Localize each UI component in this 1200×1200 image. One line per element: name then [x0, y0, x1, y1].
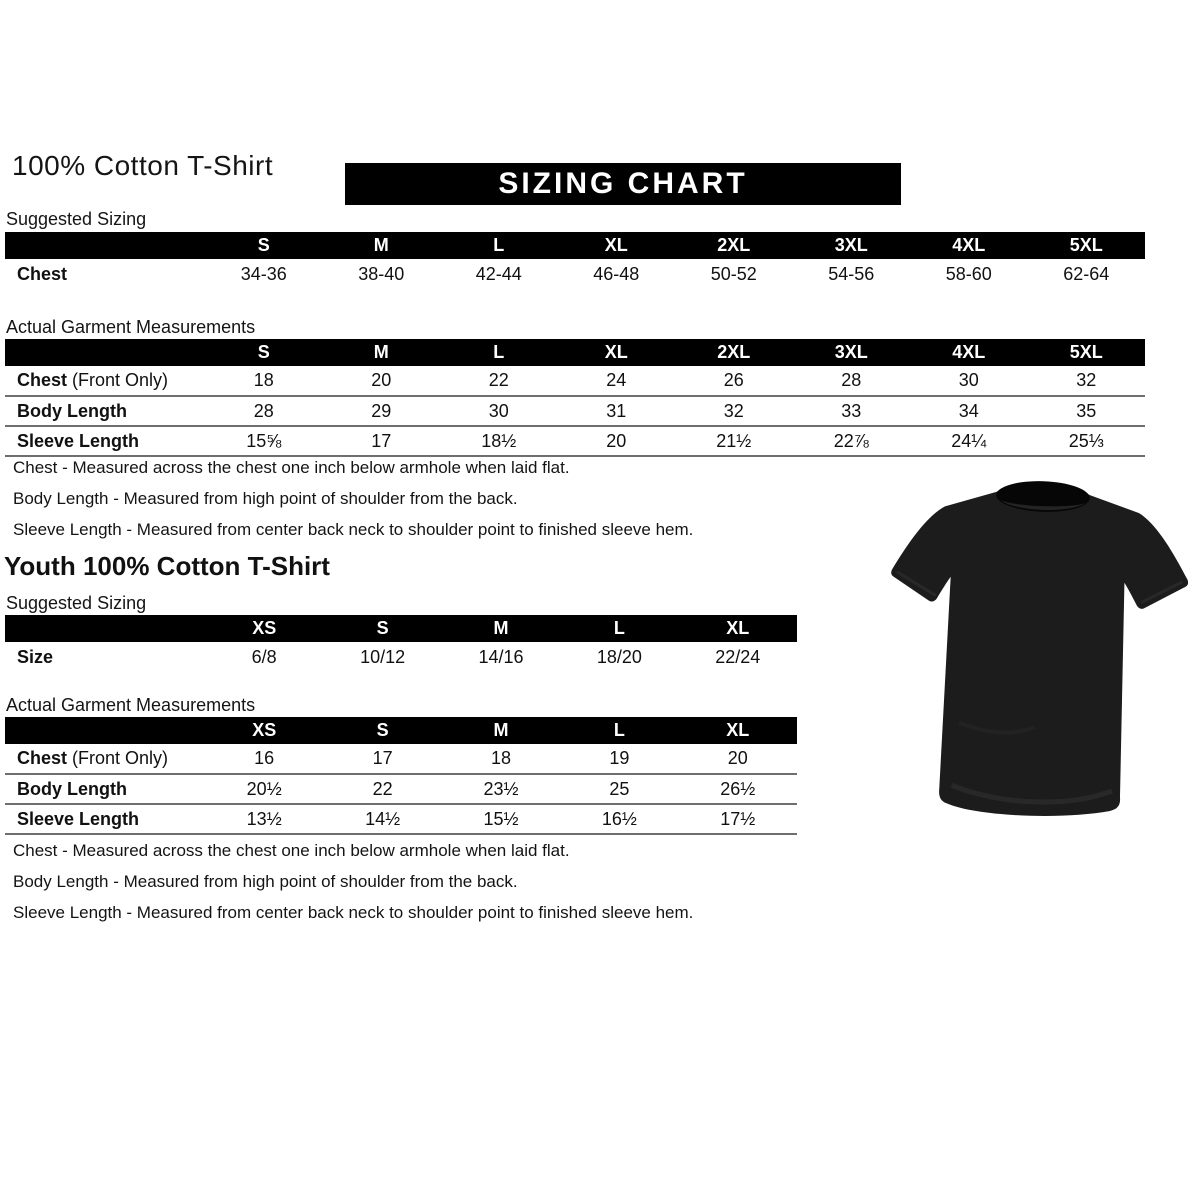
- table-cell: 33: [841, 400, 862, 421]
- table-row: [5, 259, 1145, 289]
- column-header: 3XL: [793, 232, 911, 259]
- note-line: Sleeve Length - Measured from center back neck to shoulder point to finished sleeve hem.: [13, 520, 694, 539]
- table-cell: 62-64: [1063, 263, 1110, 284]
- table-cell: 18: [253, 370, 274, 390]
- column-header: L: [560, 717, 678, 744]
- note-line: Sleeve Length - Measured from center back neck to shoulder point to finished sleeve hem.: [13, 903, 694, 922]
- sizing-chart-banner: [345, 163, 901, 205]
- adult-actual-measurements-label: Actual Garment Measurements: [6, 317, 256, 337]
- column-header: XL: [558, 232, 676, 259]
- table-cell: 38-40: [358, 263, 405, 284]
- table-cell: 10/12: [360, 646, 406, 667]
- adult-actual-measurements-table: [5, 339, 1145, 457]
- sizing-chart-banner-text: SIZING CHART: [498, 167, 748, 200]
- adult-suggested-sizing-table: [5, 232, 1145, 289]
- row-label-header: [5, 615, 205, 642]
- column-header: 2XL: [675, 232, 793, 259]
- column-header: 3XL: [793, 339, 911, 366]
- column-header: XL: [679, 615, 797, 642]
- table-cell: 26½: [720, 778, 756, 799]
- column-header: XS: [205, 717, 323, 744]
- youth-measurement-notes: [13, 841, 693, 934]
- column-header: S: [205, 232, 323, 259]
- table-cell: 22⅞: [833, 430, 869, 451]
- column-header: L: [560, 615, 678, 642]
- note-line: Chest - Measured across the chest one inch below armhole when laid flat.: [13, 458, 570, 477]
- table-row: [5, 774, 797, 804]
- table-cell: 16: [254, 748, 275, 768]
- table-cell: 25: [609, 778, 630, 799]
- table-cell: 31: [606, 400, 627, 421]
- table-cell: 14½: [365, 808, 401, 829]
- table-cell: 20½: [246, 778, 282, 799]
- table-cell: 18½: [481, 430, 517, 451]
- header-row: [5, 717, 797, 744]
- table-cell: 14/16: [478, 646, 524, 667]
- header-row: [5, 232, 1145, 259]
- table-row: [5, 396, 1145, 426]
- table-cell: 17: [372, 748, 393, 768]
- table-cell: 21½: [716, 430, 752, 451]
- note-line: Body Length - Measured from high point of shoulder from the back.: [13, 872, 518, 891]
- youth-title: Youth 100% Cotton T-Shirt: [4, 551, 330, 581]
- table-cell: 20: [727, 748, 748, 768]
- row-label-header: [5, 717, 205, 744]
- table-row: [5, 366, 1145, 396]
- column-header: XL: [679, 717, 797, 744]
- table-row: [5, 744, 797, 774]
- table-row: [5, 642, 797, 672]
- table-cell: 19: [609, 748, 630, 768]
- header-row: [5, 615, 797, 642]
- table-row: [5, 426, 1145, 456]
- table-cell: 32: [723, 400, 744, 421]
- column-header: S: [323, 717, 441, 744]
- column-header: L: [440, 339, 558, 366]
- table-cell: 23½: [483, 778, 519, 799]
- column-header: XS: [205, 615, 323, 642]
- row-label: Sleeve Length: [17, 430, 140, 451]
- table-cell: 24: [606, 370, 627, 390]
- youth-actual-measurements-label: Actual Garment Measurements: [6, 695, 256, 715]
- table-cell: 18/20: [596, 646, 642, 667]
- column-header: S: [205, 339, 323, 366]
- table-row: [5, 804, 797, 834]
- row-label: Chest: [17, 263, 68, 284]
- table-cell: 34: [958, 400, 979, 421]
- column-header: 2XL: [675, 339, 793, 366]
- adult-measurement-notes: [13, 458, 693, 551]
- table-cell: 34-36: [240, 263, 287, 284]
- row-label: Body Length: [17, 778, 127, 799]
- table-cell: 29: [371, 400, 392, 421]
- note-line: Chest - Measured across the chest one inch below armhole when laid flat.: [13, 841, 570, 860]
- table-cell: 20: [371, 370, 392, 390]
- column-header: M: [323, 339, 441, 366]
- column-header: S: [323, 615, 441, 642]
- table-cell: 15½: [483, 808, 519, 829]
- table-cell: 42-44: [475, 263, 522, 284]
- table-cell: 35: [1076, 400, 1097, 421]
- table-cell: 22: [372, 778, 393, 799]
- table-cell: 6/8: [251, 646, 277, 667]
- table-cell: 15⅝: [246, 430, 282, 451]
- table-cell: 18: [490, 748, 511, 768]
- tshirt-body: [885, 481, 1190, 821]
- table-cell: 28: [841, 370, 862, 390]
- tshirt-image: [885, 468, 1190, 840]
- column-header: L: [440, 232, 558, 259]
- column-header: 4XL: [910, 339, 1028, 366]
- youth-suggested-sizing-table: [5, 615, 797, 672]
- row-label: Body Length: [17, 400, 127, 421]
- row-label: Chest (Front Only): [17, 748, 169, 768]
- row-label: Chest (Front Only): [17, 370, 169, 390]
- tshirt-graphic: [885, 468, 1190, 840]
- table-cell: 30: [488, 400, 509, 421]
- table-cell: 54-56: [828, 263, 875, 284]
- column-header: 5XL: [1028, 232, 1146, 259]
- column-header: XL: [558, 339, 676, 366]
- table-cell: 22: [488, 370, 509, 390]
- table-cell: 46-48: [593, 263, 640, 284]
- youth-actual-measurements-table: [5, 717, 797, 835]
- column-header: M: [442, 615, 560, 642]
- table-cell: 22/24: [715, 646, 761, 667]
- table-cell: 17: [371, 430, 392, 451]
- row-label: Sleeve Length: [17, 808, 140, 829]
- table-cell: 20: [606, 430, 627, 451]
- header-row: [5, 339, 1145, 366]
- youth-suggested-sizing-label: Suggested Sizing: [6, 593, 147, 613]
- table-cell: 16½: [601, 808, 637, 829]
- row-label: Size: [17, 646, 54, 667]
- page-title: 100% Cotton T-Shirt: [12, 150, 274, 181]
- note-line: Body Length - Measured from high point of shoulder from the back.: [13, 489, 518, 508]
- table-cell: 17½: [720, 808, 756, 829]
- table-cell: 32: [1076, 370, 1097, 390]
- column-header: 5XL: [1028, 339, 1146, 366]
- table-cell: 50-52: [710, 263, 757, 284]
- column-header: M: [442, 717, 560, 744]
- table-cell: 25⅓: [1068, 430, 1104, 451]
- row-label-header: [5, 339, 205, 366]
- table-cell: 26: [723, 370, 744, 390]
- table-cell: 28: [253, 400, 274, 421]
- table-cell: 13½: [246, 808, 282, 829]
- table-cell: 30: [958, 370, 979, 390]
- row-label-header: [5, 232, 205, 259]
- column-header: 4XL: [910, 232, 1028, 259]
- table-cell: 58-60: [945, 263, 992, 284]
- adult-suggested-sizing-label: Suggested Sizing: [6, 209, 147, 229]
- table-cell: 24¼: [951, 430, 987, 451]
- column-header: M: [323, 232, 441, 259]
